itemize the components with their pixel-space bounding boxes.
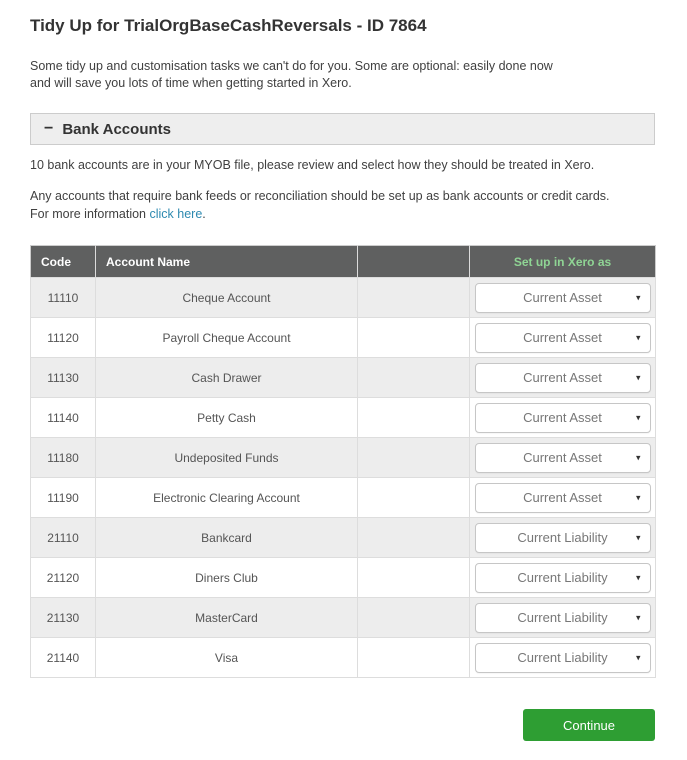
account-name-cell: Cheque Account xyxy=(96,278,358,318)
code-cell: 21110 xyxy=(31,518,96,558)
table-row xyxy=(31,558,656,598)
intro-line-2: and will save you lots of time when getting started in Xero. xyxy=(30,76,352,90)
bank-accounts-table xyxy=(30,245,656,678)
intro-text xyxy=(30,58,655,92)
section-title: Bank Accounts xyxy=(62,120,171,138)
blank-cell xyxy=(358,278,470,318)
blank-cell xyxy=(358,318,470,358)
xero-type-cell xyxy=(470,638,656,678)
column-header-xero: Set up in Xero as xyxy=(470,246,656,278)
table-row xyxy=(31,478,656,518)
code-cell: 11110 xyxy=(31,278,96,318)
account-name-cell: Petty Cash xyxy=(96,398,358,438)
section-summary: 10 bank accounts are in your MYOB file, please review and select how they should be treated in Xero. xyxy=(30,158,595,172)
xero-account-type-select[interactable] xyxy=(475,403,651,433)
table-row xyxy=(31,278,656,318)
account-name-cell: Bankcard xyxy=(96,518,358,558)
bank-accounts-section-header[interactable] xyxy=(30,113,655,145)
account-name-cell: Payroll Cheque Account xyxy=(96,318,358,358)
xero-account-type-select[interactable] xyxy=(475,563,651,593)
xero-type-cell xyxy=(470,598,656,638)
selected-value: Current Asset xyxy=(523,490,602,505)
blank-cell xyxy=(358,518,470,558)
caret-down-icon: ▾ xyxy=(635,612,641,622)
note-line-2-prefix: For more information xyxy=(30,207,150,221)
xero-type-cell xyxy=(470,438,656,478)
section-note xyxy=(30,187,655,223)
caret-down-icon: ▾ xyxy=(635,412,641,422)
selected-value: Current Liability xyxy=(517,570,608,585)
blank-cell xyxy=(358,558,470,598)
code-cell: 21130 xyxy=(31,598,96,638)
xero-type-cell xyxy=(470,318,656,358)
selected-value: Current Liability xyxy=(517,650,608,665)
page-container xyxy=(30,16,655,741)
account-name-cell: Visa xyxy=(96,638,358,678)
blank-cell xyxy=(358,438,470,478)
page-title: Tidy Up for TrialOrgBaseCashReversals - ID 7864 xyxy=(30,16,427,35)
xero-type-cell xyxy=(470,398,656,438)
account-name-cell: Undeposited Funds xyxy=(96,438,358,478)
code-cell: 11140 xyxy=(31,398,96,438)
code-cell: 11120 xyxy=(31,318,96,358)
blank-cell xyxy=(358,638,470,678)
code-cell: 11180 xyxy=(31,438,96,478)
xero-type-cell xyxy=(470,558,656,598)
caret-down-icon: ▾ xyxy=(635,572,641,582)
blank-cell xyxy=(358,398,470,438)
table-row xyxy=(31,438,656,478)
caret-down-icon: ▾ xyxy=(635,292,641,302)
column-header-code: Code xyxy=(31,246,96,278)
table-row xyxy=(31,638,656,678)
xero-type-cell xyxy=(470,278,656,318)
xero-account-type-select[interactable] xyxy=(475,483,651,513)
xero-account-type-select[interactable] xyxy=(475,363,651,393)
selected-value: Current Liability xyxy=(517,610,608,625)
xero-account-type-select[interactable] xyxy=(475,443,651,473)
note-line-2-suffix: . xyxy=(202,207,206,221)
caret-down-icon: ▾ xyxy=(635,372,641,382)
code-cell: 21120 xyxy=(31,558,96,598)
caret-down-icon: ▾ xyxy=(635,532,641,542)
account-name-cell: MasterCard xyxy=(96,598,358,638)
click-here-link[interactable]: click here xyxy=(149,207,203,221)
caret-down-icon: ▾ xyxy=(635,332,641,342)
table-row xyxy=(31,598,656,638)
collapse-minus-icon[interactable]: − xyxy=(44,120,54,137)
xero-account-type-select[interactable] xyxy=(475,283,651,313)
caret-down-icon: ▾ xyxy=(635,452,641,462)
note-line-1: Any accounts that require bank feeds or reconciliation should be set up as bank accounts or credit cards. xyxy=(30,189,610,203)
table-row xyxy=(31,518,656,558)
xero-account-type-select[interactable] xyxy=(475,643,651,673)
table-row xyxy=(31,318,656,358)
blank-cell xyxy=(358,478,470,518)
selected-value: Current Asset xyxy=(523,450,602,465)
account-name-cell: Diners Club xyxy=(96,558,358,598)
account-name-cell: Electronic Clearing Account xyxy=(96,478,358,518)
column-header-blank xyxy=(358,246,470,278)
continue-button[interactable]: Continue xyxy=(523,709,655,741)
xero-type-cell xyxy=(470,358,656,398)
xero-type-cell xyxy=(470,518,656,558)
footer-actions xyxy=(30,709,655,741)
table-header-row xyxy=(31,246,656,278)
selected-value: Current Asset xyxy=(523,370,602,385)
xero-account-type-select[interactable] xyxy=(475,323,651,353)
code-cell: 11190 xyxy=(31,478,96,518)
intro-line-1: Some tidy up and customisation tasks we can't do for you. Some are optional: easily done now xyxy=(30,59,553,73)
table-row xyxy=(31,398,656,438)
blank-cell xyxy=(358,358,470,398)
xero-type-cell xyxy=(470,478,656,518)
code-cell: 21140 xyxy=(31,638,96,678)
xero-account-type-select[interactable] xyxy=(475,523,651,553)
caret-down-icon: ▾ xyxy=(635,652,641,662)
selected-value: Current Asset xyxy=(523,330,602,345)
blank-cell xyxy=(358,598,470,638)
code-cell: 11130 xyxy=(31,358,96,398)
selected-value: Current Liability xyxy=(517,530,608,545)
caret-down-icon: ▾ xyxy=(635,492,641,502)
selected-value: Current Asset xyxy=(523,290,602,305)
table-row xyxy=(31,358,656,398)
note-line-2 xyxy=(30,205,655,223)
selected-value: Current Asset xyxy=(523,410,602,425)
xero-account-type-select[interactable] xyxy=(475,603,651,633)
account-name-cell: Cash Drawer xyxy=(96,358,358,398)
column-header-account-name: Account Name xyxy=(96,246,358,278)
